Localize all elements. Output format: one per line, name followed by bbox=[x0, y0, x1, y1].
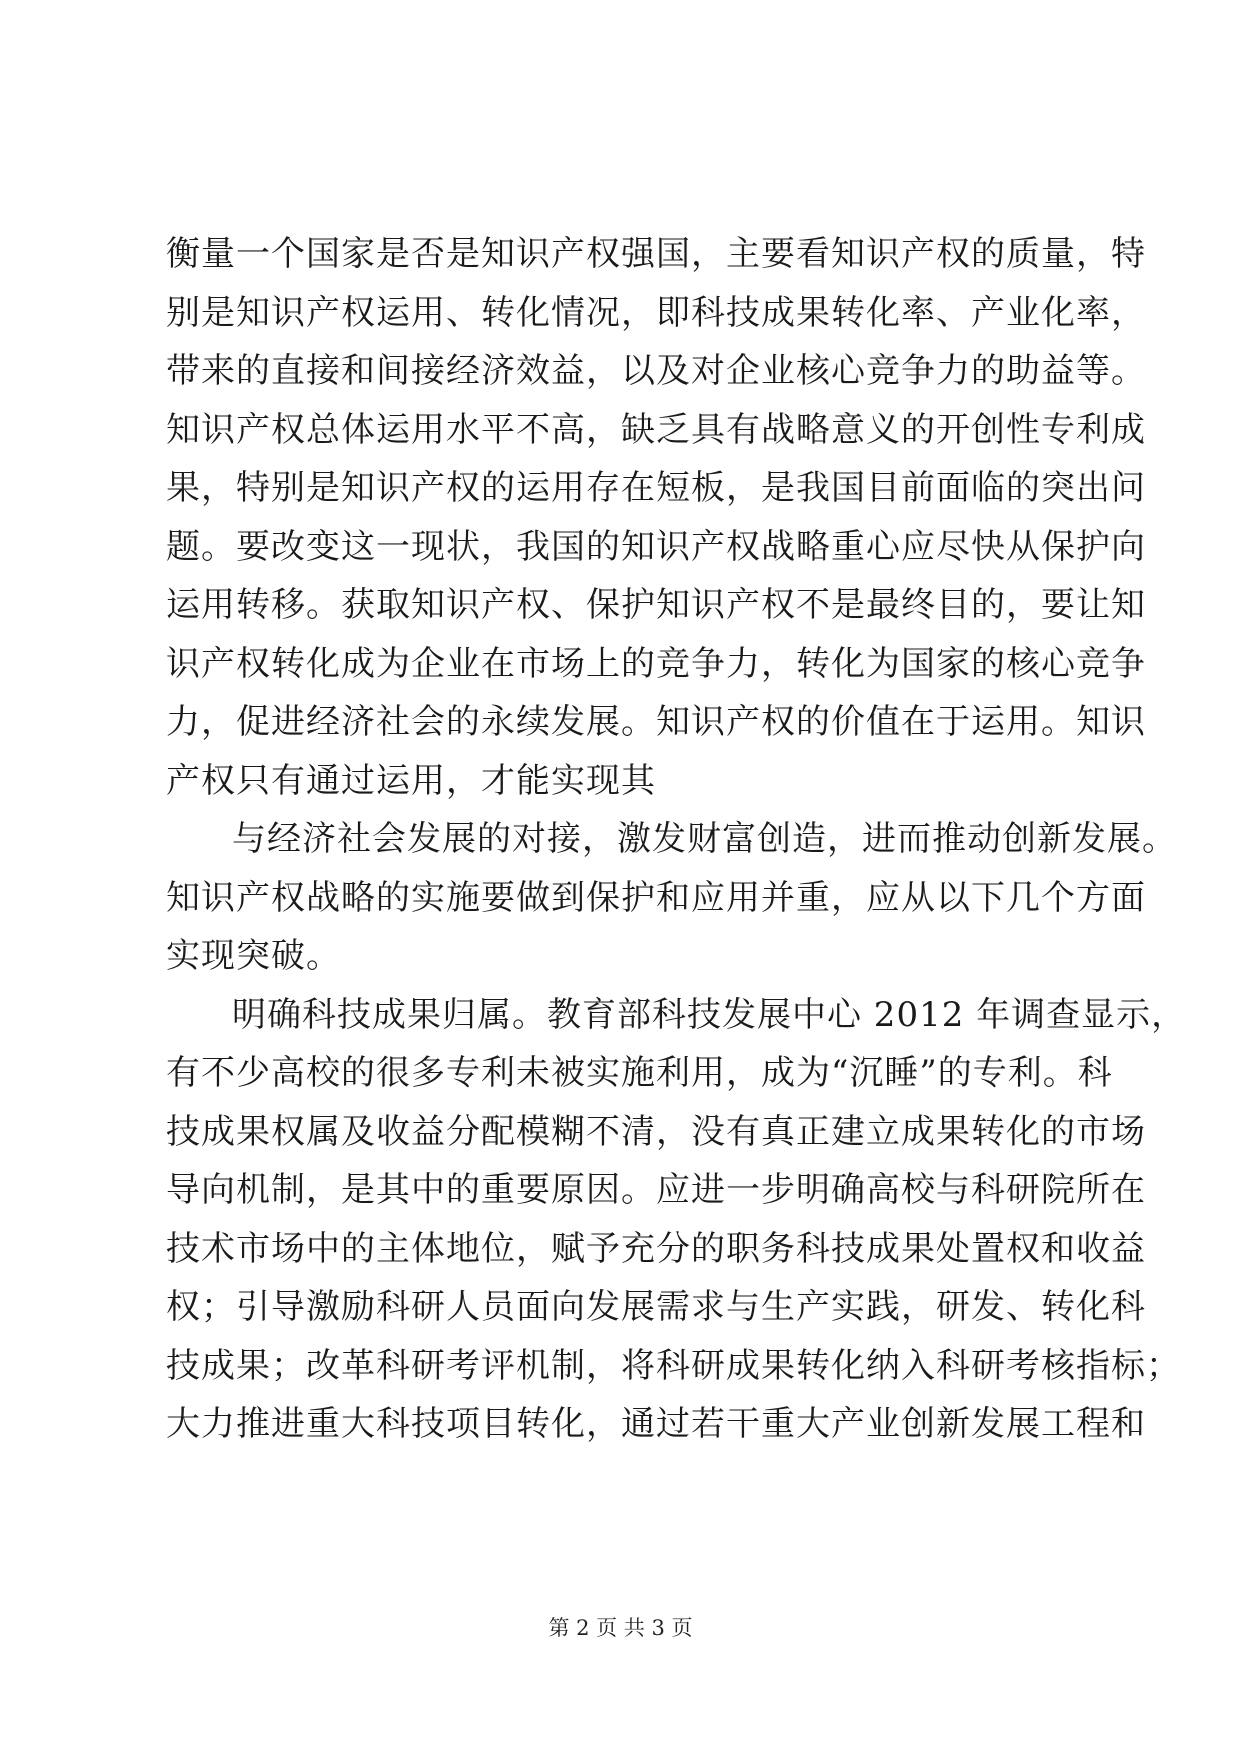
text-line: 知识产权总体运用水平不高，缺乏具有战略意义的开创性专利成 bbox=[166, 409, 1146, 450]
text-line: 技术市场中的主体地位，赋予充分的职务科技成果处置权和收益 bbox=[166, 1228, 1146, 1269]
text-line: 权；引导激励科研人员面向发展需求与生产实践，研发、转化科 bbox=[166, 1287, 1146, 1327]
text-line: 技成果；改革科研考评机制，将科研成果转化纳入科研考核指标； bbox=[166, 1345, 1181, 1386]
page-footer bbox=[0, 1613, 1241, 1643]
text-line: 与经济社会发展的对接，激发财富创造，进而推动创新发展。 bbox=[232, 819, 1177, 859]
text-line: 衡量一个国家是否是知识产权强国，主要看知识产权的质量，特 bbox=[166, 234, 1146, 274]
text-line: 运用转移。获取知识产权、保护知识产权不是最终目的，要让知 bbox=[166, 585, 1146, 625]
text-line: 大力推进重大科技项目转化，通过若干重大产业创新发展工程和 bbox=[166, 1404, 1146, 1444]
text-line: 带来的直接和间接经济效益，以及对企业核心竞争力的助益等。 bbox=[166, 351, 1146, 391]
text-line: 果，特别是知识产权的运用存在短板，是我国目前面临的突出问 bbox=[166, 468, 1146, 508]
text-line: 实现突破。 bbox=[166, 936, 341, 976]
text-line: 识产权转化成为企业在市场上的竞争力，转化为国家的核心竞争 bbox=[166, 643, 1146, 684]
text-line: 产权只有通过运用，才能实现其 bbox=[166, 760, 656, 801]
body-text bbox=[166, 225, 1187, 1454]
text-line: 别是知识产权运用、转化情况，即科技成果转化率、产业化率， bbox=[166, 292, 1146, 333]
text-line: 知识产权战略的实施要做到保护和应用并重，应从以下几个方面 bbox=[166, 877, 1146, 918]
text-line: 有不少高校的很多专利未被实施利用，成为“沉睡”的专利。科 bbox=[166, 1053, 1113, 1093]
page-number: 第 2 页 共 3 页 bbox=[548, 1616, 693, 1640]
text-line: 题。要改变这一现状，我国的知识产权战略重心应尽快从保护向 bbox=[166, 526, 1146, 567]
text-line: 技成果权属及收益分配模糊不清，没有真正建立成果转化的市场 bbox=[166, 1111, 1146, 1152]
text-line: 明确科技成果归属。教育部科技发展中心 2012 年调查显示， bbox=[232, 994, 1187, 1035]
text-line: 力，促进经济社会的永续发展。知识产权的价值在于运用。知识 bbox=[166, 702, 1146, 742]
text-line: 导向机制，是其中的重要原因。应进一步明确高校与科研院所在 bbox=[166, 1170, 1146, 1210]
